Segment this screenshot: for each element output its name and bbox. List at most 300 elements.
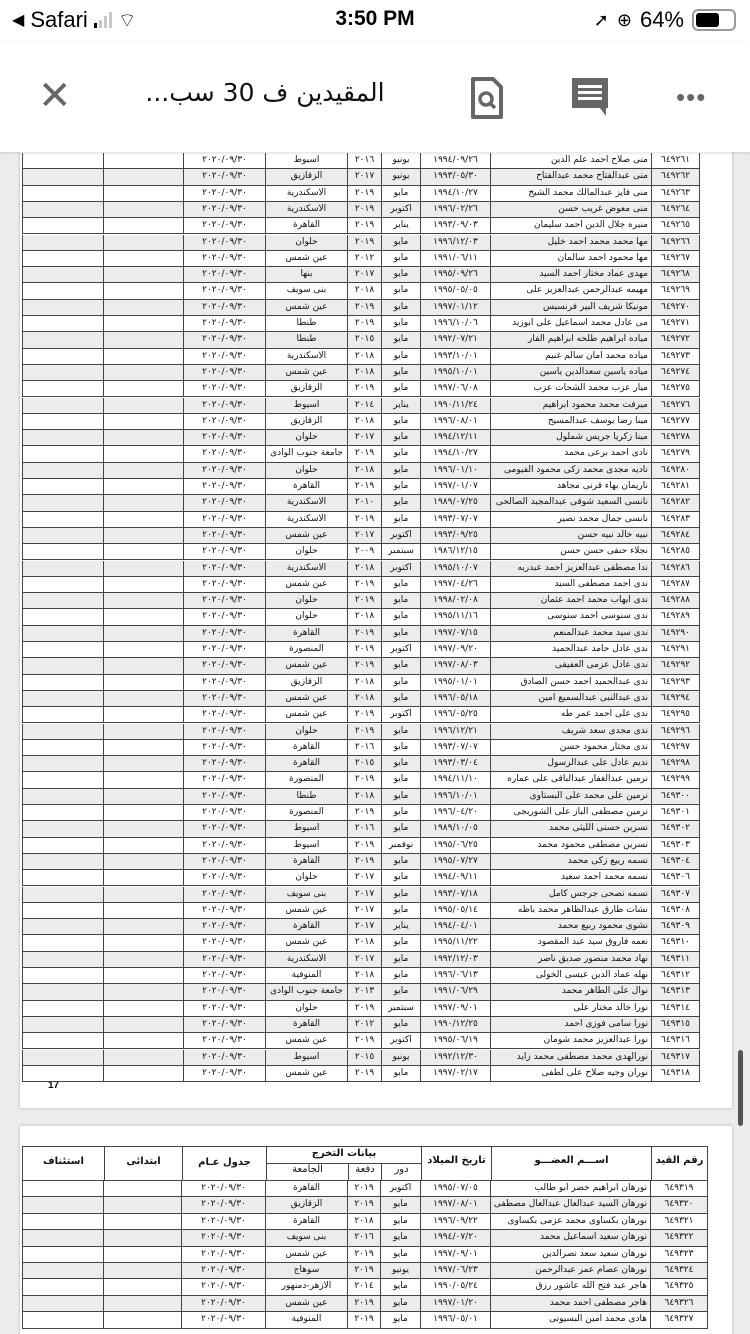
birth-date-cell: ١٩٩٧/٠٤/٢٦ <box>420 577 490 592</box>
appeal-cell <box>22 414 103 429</box>
registration-id-cell: ٦٤٩٢٨٣ <box>651 512 700 527</box>
session-cell: يناير <box>381 398 420 413</box>
batch-cell: ٢٠١٩ <box>347 838 381 853</box>
name-cell: ندى ايهاب محمد احمد عثمان <box>490 593 651 608</box>
appeal-cell <box>22 1001 103 1016</box>
batch-cell: ٢٠١٧ <box>347 267 381 282</box>
general-date-cell: ٢٠٢٠/٠٩/٣٠ <box>183 740 265 755</box>
general-date-cell: ٢٠٢٠/٠٩/٣٠ <box>183 349 265 364</box>
general-date-cell: ٢٠٢٠/٠٩/٣٠ <box>181 1214 265 1229</box>
name-cell: مها محمد محمد احمد خليل <box>490 235 651 250</box>
general-date-cell: ٢٠٢٠/٠٩/٣٠ <box>183 919 265 934</box>
general-date-cell: ٢٠٢٠/٠٩/٣٠ <box>183 1017 265 1032</box>
primary-cell <box>103 316 183 331</box>
registration-id-cell: ٦٤٩٢٦٦ <box>651 235 700 250</box>
name-cell: هاجر عبد فتح الله عاشور رزق <box>490 1279 650 1294</box>
registration-id-cell: ٦٤٩٣١٦ <box>651 1033 700 1048</box>
session-cell: مايو <box>380 1312 420 1327</box>
header-graduation-data: بيانات التخرج <box>266 1147 421 1164</box>
session-cell: مايو <box>380 1279 420 1294</box>
general-date-cell: ٢٠٢٠/٠٩/٣٠ <box>183 186 265 201</box>
pdf-page-17 <box>20 120 732 1108</box>
batch-cell: ٢٠١٨ <box>347 561 381 576</box>
registration-id-cell: ٦٤٩٢٦٢ <box>651 169 700 184</box>
appeal-cell <box>22 430 103 445</box>
table-row <box>22 789 700 805</box>
appeal-cell <box>22 968 103 983</box>
birth-date-cell: ١٩٩٣/٠٥/٣٠ <box>420 169 490 184</box>
birth-date-cell: ١٩٩٦/١٠/٠٦ <box>420 316 490 331</box>
primary-cell <box>103 1197 181 1212</box>
scrollbar[interactable] <box>738 1050 743 1126</box>
appeal-cell <box>22 381 103 396</box>
batch-cell: ٢٠١٧ <box>347 430 381 445</box>
status-bar <box>0 0 750 42</box>
appeal-cell <box>22 544 103 559</box>
table-row <box>22 870 700 886</box>
registration-id-cell: ٦٤٩٢٧٩ <box>651 446 700 461</box>
primary-cell <box>103 1230 181 1245</box>
table-row <box>22 202 700 218</box>
university-cell: حلوان <box>265 430 347 445</box>
registration-id-cell: ٦٤٩٣٢١ <box>650 1214 708 1229</box>
appeal-cell <box>22 1066 103 1081</box>
session-cell: يناير <box>381 218 420 233</box>
name-cell: نورهان سعيد اسماعيل محمد <box>490 1230 650 1245</box>
session-cell: مايو <box>381 267 420 282</box>
birth-date-cell: ١٩٩٦/٠٦/١٣ <box>420 968 490 983</box>
general-date-cell: ٢٠٢٠/٠٩/٣٠ <box>183 577 265 592</box>
batch-cell: ٢٠١٩ <box>347 724 381 739</box>
table-row <box>22 903 700 919</box>
name-cell: نسرين حسنى الليثى محمد <box>490 821 651 836</box>
registration-id-cell: ٦٤٩٣٠٦ <box>651 870 700 885</box>
session-cell: مايو <box>381 691 420 706</box>
name-cell: ندى احمد مصطفى السيد <box>490 577 651 592</box>
name-cell: ندى سيد محمد عبدالمنعم <box>490 626 651 641</box>
birth-date-cell: ١٩٨٩/٠٧/٢٥ <box>420 495 490 510</box>
appeal-cell <box>22 153 103 168</box>
general-date-cell: ٢٠٢٠/٠٩/٣٠ <box>183 153 265 168</box>
session-cell: مايو <box>381 903 420 918</box>
session-cell: مايو <box>381 414 420 429</box>
batch-cell: ٢٠١٨ <box>347 691 381 706</box>
general-date-cell: ٢٠٢٠/٠٩/٣٠ <box>183 838 265 853</box>
university-cell: القاهرة <box>265 756 347 771</box>
primary-cell <box>103 186 183 201</box>
university-cell: القاهرة <box>265 1017 347 1032</box>
primary-cell <box>103 1050 183 1065</box>
session-cell: اكتوبر <box>380 1181 420 1196</box>
primary-cell <box>103 463 183 478</box>
registration-id-cell: ٦٤٩٣٢٢ <box>650 1230 708 1245</box>
session-cell: مايو <box>381 821 420 836</box>
birth-date-cell: ١٩٩٦/٠٩/٢٢ <box>420 1214 490 1229</box>
name-cell: مينا رضا يوسف عبدالمسيح <box>490 414 651 429</box>
table-row <box>22 463 700 479</box>
registration-id-cell: ٦٤٩٣٠١ <box>651 805 700 820</box>
birth-date-cell: ١٩٩٤/١٢/١١ <box>420 430 490 445</box>
appeal-cell <box>22 398 103 413</box>
name-cell: منى فايز عبدالمالك محمد الشيخ <box>490 186 651 201</box>
session-cell: مايو <box>381 479 420 494</box>
table-row <box>22 642 700 658</box>
birth-date-cell: ١٩٩٦/٠٨/٠١ <box>420 414 490 429</box>
birth-date-cell: ١٩٩٥/١٠/٠٧ <box>420 561 490 576</box>
session-cell: مايو <box>381 283 420 298</box>
carrier-label: Safari <box>30 7 88 32</box>
birth-date-cell: ١٩٩٤/١٠/٢٧ <box>420 186 490 201</box>
birth-date-cell: ١٩٩٧/٠٢/١٧ <box>420 1066 490 1081</box>
name-cell: نورا سامى فوزى احمد <box>490 1017 651 1032</box>
session-cell: يناير <box>381 919 420 934</box>
university-cell: طنطا <box>265 332 347 347</box>
session-cell: اكتوبر <box>381 202 420 217</box>
appeal-cell <box>22 1197 103 1212</box>
general-date-cell: ٢٠٢٠/٠٩/٣٠ <box>183 1066 265 1081</box>
session-cell: مايو <box>381 724 420 739</box>
table-row <box>22 919 700 935</box>
appeal-cell <box>22 805 103 820</box>
name-cell: نديم عادل على عبدالرسول <box>490 756 651 771</box>
birth-date-cell: ١٩٩٠/١٢/٢٥ <box>420 1017 490 1032</box>
general-date-cell: ٢٠٢٠/٠٩/٣٠ <box>183 561 265 576</box>
primary-cell <box>103 446 183 461</box>
birth-date-cell: ١٩٩٥/٠٦/١٩ <box>420 1033 490 1048</box>
registration-id-cell: ٦٤٩٢٦٩ <box>651 283 700 298</box>
primary-cell <box>103 577 183 592</box>
document-title: المقيدين ف 30 سب... <box>145 78 385 107</box>
general-date-cell: ٢٠٢٠/٠٩/٣٠ <box>183 251 265 266</box>
name-cell: نبيه خالد نبيه حسن <box>490 528 651 543</box>
general-date-cell: ٢٠٢٠/٠٩/٣٠ <box>183 300 265 315</box>
clock: 3:50 PM <box>335 7 415 30</box>
table-row <box>22 512 700 528</box>
appeal-cell <box>22 528 103 543</box>
appeal-cell <box>22 609 103 624</box>
appeal-cell <box>22 251 103 266</box>
batch-cell: ٢٠١٩ <box>347 626 381 641</box>
appeal-cell <box>22 283 103 298</box>
registration-id-cell: ٦٤٩٢٧٠ <box>651 300 700 315</box>
primary-cell <box>103 1279 181 1294</box>
batch-cell: ٢٠١٢ <box>347 251 381 266</box>
batch-cell: ٢٠١٩ <box>347 479 381 494</box>
university-cell: عين شمس <box>265 707 347 722</box>
general-date-cell: ٢٠٢٠/٠٩/٣٠ <box>181 1296 265 1311</box>
batch-cell: ٢٠١٧ <box>347 528 381 543</box>
batch-cell: ٢٠١٩ <box>347 300 381 315</box>
birth-date-cell: ١٩٩١/٠٦/٢٩ <box>420 984 490 999</box>
session-cell: اكتوبر <box>381 1033 420 1048</box>
table-row <box>22 283 700 299</box>
session-cell: اكتوبر <box>381 707 420 722</box>
table-row <box>22 952 700 968</box>
batch-cell: ٢٠١٦ <box>347 1230 380 1245</box>
name-cell: منيره جلال الدين احمد سليمان <box>490 218 651 233</box>
birth-date-cell: ١٩٩٧/٠٩/٠١ <box>420 1001 490 1016</box>
appeal-cell <box>22 854 103 869</box>
pdf-viewer-toolbar <box>0 42 750 152</box>
registration-id-cell: ٦٤٩٣١٧ <box>651 1050 700 1065</box>
name-cell: ندى مجدى سعد شريف <box>490 724 651 739</box>
registration-id-cell: ٦٤٩٢٨٩ <box>651 609 700 624</box>
table-row <box>22 1033 700 1049</box>
birth-date-cell: ١٩٩٦/٠٥/٢٥ <box>420 707 490 722</box>
birth-date-cell: ١٩٩٧/٠٦/٢٣ <box>420 1263 490 1278</box>
registration-id-cell: ٦٤٩٣٢٦ <box>650 1296 708 1311</box>
birth-date-cell: ١٩٩٤/١٠/٢٧ <box>420 446 490 461</box>
general-date-cell: ٢٠٢٠/٠٩/٣٠ <box>183 724 265 739</box>
appeal-cell <box>22 626 103 641</box>
session-cell: مايو <box>381 756 420 771</box>
general-date-cell: ٢٠٢٠/٠٩/٣٠ <box>183 903 265 918</box>
appeal-cell <box>22 935 103 950</box>
university-cell: الازهر-دمنهور <box>265 1279 347 1294</box>
batch-cell: ٢٠١٩ <box>347 1296 380 1311</box>
appeal-cell <box>22 1263 103 1278</box>
birth-date-cell: ١٩٩٥/٠٥/٠٥ <box>420 283 490 298</box>
table-row <box>22 724 700 740</box>
primary-cell <box>103 756 183 771</box>
name-cell: مى عادل محمد اسماعيل على ابوزيد <box>490 316 651 331</box>
appeal-cell <box>22 561 103 576</box>
session-cell: يونيو <box>381 169 420 184</box>
table-row <box>22 1001 700 1017</box>
birth-date-cell: ١٩٩٧/٠٦/٠٨ <box>420 381 490 396</box>
pdf-page-18 <box>20 1126 732 1334</box>
birth-date-cell: ١٩٩٤/٠٧/٢٠ <box>420 1230 490 1245</box>
primary-cell <box>103 267 183 282</box>
session-cell: سبتمبر <box>381 544 420 559</box>
general-date-cell: ٢٠٢٠/٠٩/٣٠ <box>181 1312 265 1327</box>
session-cell: مايو <box>381 626 420 641</box>
university-cell: عين شمس <box>265 1033 347 1048</box>
appeal-cell <box>22 724 103 739</box>
name-cell: نسمه ربيع زكى محمد <box>490 854 651 869</box>
back-arrow-icon: ◀ <box>12 12 25 29</box>
registration-id-cell: ٦٤٩٢٩٨ <box>651 756 700 771</box>
close-icon[interactable]: ✕ <box>38 74 72 118</box>
birth-date-cell: ١٩٩٢/٠٧/٢١ <box>420 332 490 347</box>
batch-cell: ٢٠١٩ <box>347 1033 381 1048</box>
table-row <box>22 658 700 674</box>
name-cell: نهله عماد الدين عيسى الخولى <box>490 968 651 983</box>
registration-id-cell: ٦٤٩٢٨٨ <box>651 593 700 608</box>
birth-date-cell: ١٩٩٦/١٢/٠٣ <box>420 235 490 250</box>
reader-comment-icon[interactable] <box>570 76 610 123</box>
table-row <box>22 609 700 625</box>
name-cell: نورهان عصام عمر عبدالرحمن <box>490 1263 650 1278</box>
batch-cell: ٢٠١٩ <box>347 854 381 869</box>
general-date-cell: ٢٠٢٠/٠٩/٣٠ <box>183 675 265 690</box>
primary-cell <box>103 398 183 413</box>
table-row <box>22 365 700 381</box>
primary-cell <box>103 838 183 853</box>
primary-cell <box>103 430 183 445</box>
session-cell: مايو <box>381 430 420 445</box>
find-in-document-icon[interactable] <box>470 76 504 125</box>
batch-cell: ٢٠١٦ <box>347 740 381 755</box>
university-cell: القاهرة <box>265 218 347 233</box>
university-cell: عين شمس <box>265 251 347 266</box>
general-date-cell: ٢٠٢٠/٠٩/٣٠ <box>183 283 265 298</box>
appeal-cell <box>22 1279 103 1294</box>
birth-date-cell: ١٩٩٥/٠١/٠١ <box>420 675 490 690</box>
appeal-cell <box>22 903 103 918</box>
name-cell: نرمين على محمد على البستاوى <box>490 789 651 804</box>
session-cell: مايو <box>380 1230 420 1245</box>
general-date-cell: ٢٠٢٠/٠٩/٣٠ <box>183 235 265 250</box>
general-date-cell: ٢٠٢٠/٠٩/٣٠ <box>183 658 265 673</box>
batch-cell: ٢٠١٧ <box>347 952 381 967</box>
university-cell: القاهرة <box>265 1181 347 1196</box>
name-cell: ندا مصطفى عبدالعزيز احمد عبدربه <box>490 561 651 576</box>
general-date-cell: ٢٠٢٠/٠٩/٣٠ <box>181 1181 265 1196</box>
appeal-cell <box>22 952 103 967</box>
birth-date-cell: ١٩٩٠/٠٥/٢٤ <box>420 1279 490 1294</box>
birth-date-cell: ١٩٩٢/١٢/٣٠ <box>420 1050 490 1065</box>
general-date-cell: ٢٠٢٠/٠٩/٣٠ <box>183 772 265 787</box>
header-registration-id: رقم القيد <box>651 1147 707 1180</box>
registration-id-cell: ٦٤٩٢٧٦ <box>651 398 700 413</box>
table-row <box>22 593 700 609</box>
name-cell: نورالهدى محمد مصطفى محمد زايد <box>490 1050 651 1065</box>
header-general: جدول عـام <box>182 1147 266 1180</box>
primary-cell <box>103 414 183 429</box>
table-row <box>22 1214 708 1230</box>
session-cell: مايو <box>381 935 420 950</box>
primary-cell <box>103 691 183 706</box>
name-cell: نانسى جمال محمد نصير <box>490 512 651 527</box>
name-cell: ميار عزب محمد الشحات عزب <box>490 381 651 396</box>
university-cell: المنوفية <box>265 1312 347 1327</box>
table-row <box>22 446 700 462</box>
appeal-cell <box>22 642 103 657</box>
primary-cell <box>103 251 183 266</box>
general-date-cell: ٢٠٢٠/٠٩/٣٠ <box>181 1263 265 1278</box>
general-date-cell: ٢٠٢٠/٠٩/٣٠ <box>183 887 265 902</box>
appeal-cell <box>22 870 103 885</box>
registration-id-cell: ٦٤٩٢٨٤ <box>651 528 700 543</box>
primary-cell <box>103 805 183 820</box>
name-cell: ندى على احمد عمر طه <box>490 707 651 722</box>
appeal-cell <box>22 577 103 592</box>
university-cell: الزقازيق <box>265 381 347 396</box>
university-cell: القاهرة <box>265 479 347 494</box>
registration-id-cell: ٦٤٩٢٨٢ <box>651 495 700 510</box>
university-cell: عين شمس <box>265 300 347 315</box>
registration-id-cell: ٦٤٩٢٧١ <box>651 316 700 331</box>
batch-cell: ٢٠١٨ <box>347 463 381 478</box>
session-cell: مايو <box>381 186 420 201</box>
session-cell: مايو <box>381 658 420 673</box>
more-options-icon[interactable]: ••• <box>676 82 707 112</box>
primary-cell <box>103 609 183 624</box>
session-cell: مايو <box>381 512 420 527</box>
session-cell: مايو <box>381 381 420 396</box>
general-date-cell: ٢٠٢٠/٠٩/٣٠ <box>183 267 265 282</box>
general-date-cell: ٢٠٢٠/٠٩/٣٠ <box>183 463 265 478</box>
battery-percent: 64% <box>639 7 684 32</box>
page-number: 17 <box>48 1080 60 1091</box>
university-cell: القاهرة <box>265 740 347 755</box>
batch-cell: ٢٠١٨ <box>347 675 381 690</box>
general-date-cell: ٢٠٢٠/٠٩/٣٠ <box>183 821 265 836</box>
university-cell: جامعة جنوب الوادى <box>265 446 347 461</box>
birth-date-cell: ١٩٩٥/١٠/٠١ <box>420 365 490 380</box>
session-cell: مايو <box>381 968 420 983</box>
birth-date-cell: ١٩٩٣/٠٧/١٨ <box>420 887 490 902</box>
registration-id-cell: ٦٤٩٣٠٨ <box>651 903 700 918</box>
registration-id-cell: ٦٤٩٢٩٩ <box>651 772 700 787</box>
session-cell: مايو <box>381 675 420 690</box>
general-date-cell: ٢٠٢٠/٠٩/٣٠ <box>183 1033 265 1048</box>
name-cell: نعمه فاروق سيد عبد المقصود <box>490 935 651 950</box>
name-cell: نرمين مصطفى الباز على الشوربجى <box>490 805 651 820</box>
header-batch: دفعة <box>348 1164 381 1180</box>
primary-cell <box>103 854 183 869</box>
table-row <box>22 235 700 251</box>
name-cell: منى صلاح احمد علم الدين <box>490 153 651 168</box>
name-cell: نادى احمد برعى محمد <box>490 446 651 461</box>
appeal-cell <box>22 707 103 722</box>
university-cell: عين شمس <box>265 1066 347 1081</box>
session-cell: مايو <box>381 984 420 999</box>
batch-cell: ٢٠١٩ <box>347 316 381 331</box>
registration-id-cell: ٦٤٩٢٨٥ <box>651 544 700 559</box>
name-cell: مياده ياسين سعدالدين ياسين <box>490 365 651 380</box>
registration-id-cell: ٦٤٩٣٠٢ <box>651 821 700 836</box>
general-date-cell: ٢٠٢٠/٠٩/٣٠ <box>183 854 265 869</box>
primary-cell <box>103 349 183 364</box>
session-cell: مايو <box>381 740 420 755</box>
name-cell: ندى عادل حامد عبدالحميد <box>490 642 651 657</box>
general-date-cell: ٢٠٢٠/٠٩/٣٠ <box>183 365 265 380</box>
birth-date-cell: ١٩٩٦/١٢/٢١ <box>420 724 490 739</box>
table-row <box>22 267 700 283</box>
registration-id-cell: ٦٤٩٣١١ <box>651 952 700 967</box>
table-row <box>22 1066 700 1082</box>
appeal-cell <box>22 479 103 494</box>
university-cell: القاهرة <box>265 854 347 869</box>
appeal-cell <box>22 365 103 380</box>
batch-cell: ٢٠١٩ <box>347 1263 380 1278</box>
batch-cell: ٢٠١٩ <box>347 577 381 592</box>
university-cell: الزقازيق <box>265 169 347 184</box>
primary-cell <box>103 593 183 608</box>
table-row <box>22 251 700 267</box>
batch-cell: ٢٠١٧ <box>347 919 381 934</box>
general-date-cell: ٢٠٢٠/٠٩/٣٠ <box>183 1001 265 1016</box>
batch-cell: ٢٠١٦ <box>347 821 381 836</box>
batch-cell: ٢٠١٩ <box>347 805 381 820</box>
batch-cell: ٢٠١٩ <box>347 202 381 217</box>
batch-cell: ٢٠١٨ <box>347 414 381 429</box>
registration-id-cell: ٦٤٩٣١٥ <box>651 1017 700 1032</box>
table-row <box>22 626 700 642</box>
batch-cell: ٢٠١٨ <box>347 1214 380 1229</box>
session-cell: اكتوبر <box>381 528 420 543</box>
primary-cell <box>103 626 183 641</box>
table-row <box>22 153 700 169</box>
header-appeal: استئناف <box>43 1156 84 1167</box>
session-cell: مايو <box>381 446 420 461</box>
appeal-cell <box>22 300 103 315</box>
name-cell: نرمين عبدالغفار عبدالباقى على عماره <box>490 772 651 787</box>
table-row <box>22 544 700 560</box>
birth-date-cell: ١٩٩٥/٠٧/٢٧ <box>420 854 490 869</box>
